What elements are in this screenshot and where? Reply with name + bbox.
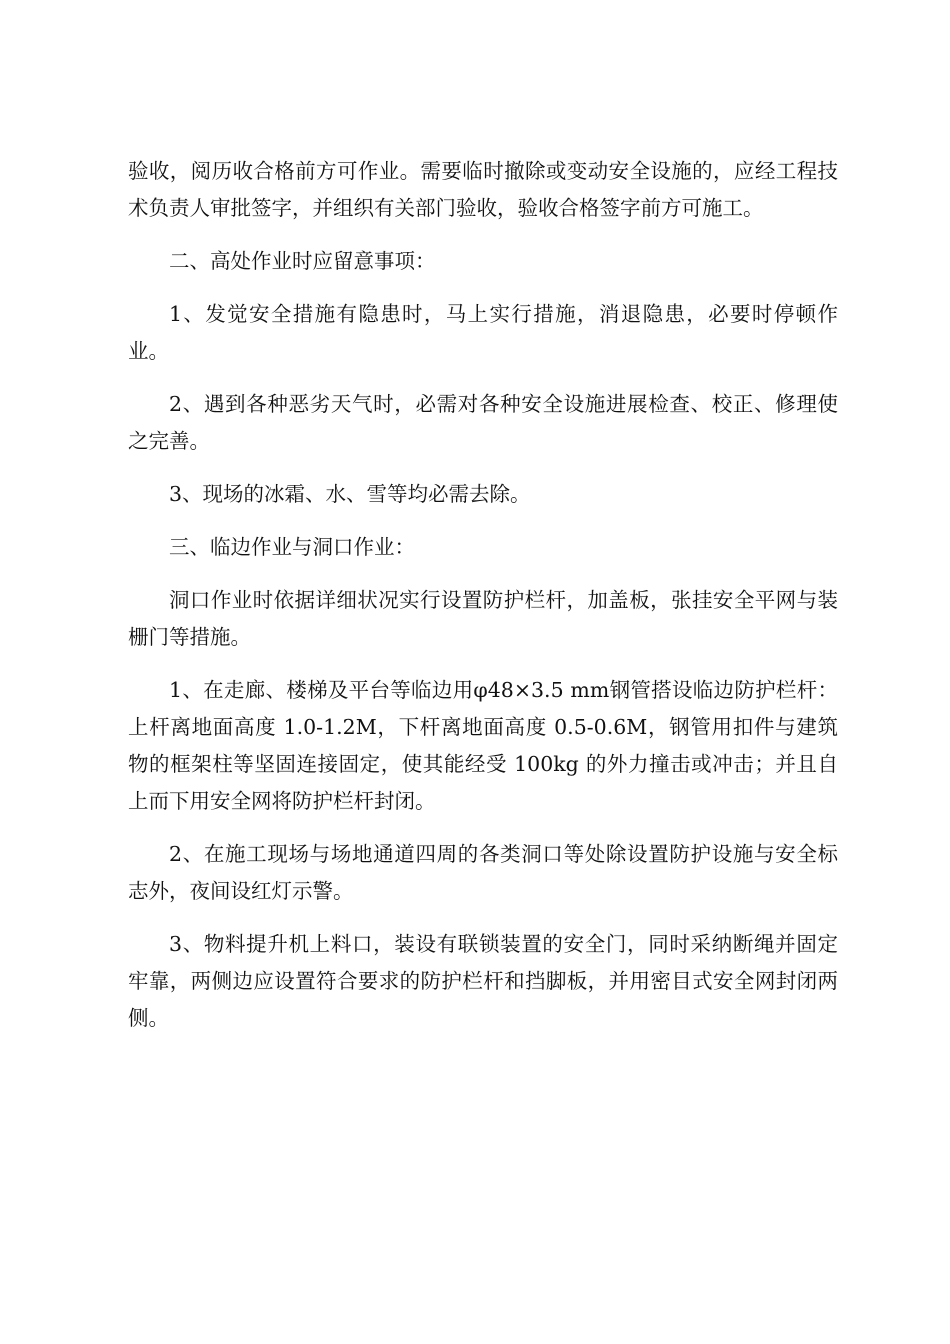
document-body [128, 153, 838, 1053]
list-item-3-3: 3、物料提升机上料口，装设有联锁装置的安全门，同时采纳断绳并固定牢靠，两侧边应设置符合要求的防护栏杆和挡脚板，并用密目式安全网封闭两侧。 [128, 932, 838, 1030]
list-item-3-2: 2、在施工现场与场地通道四周的各类洞口等处除设置防护设施与安全标志外，夜间设红灯示警。 [128, 842, 838, 903]
paragraph-opening-work: 洞口作业时依据详细状况实行设置防护栏杆，加盖板，张挂安全平网与装栅门等措施。 [128, 588, 838, 649]
paragraph-continuation: 验收，阅历收合格前方可作业。需要临时撤除或变动安全设施的，应经工程技术负责人审批签字，并组织有关部门验收，验收合格签字前方可施工。 [128, 159, 838, 220]
list-item-3-1: 1、在走廊、楼梯及平台等临边用φ48×3.5 mm钢管搭设临边防护栏杆：上杆离地面高度 1.0-1.2M，下杆离地面高度 0.5-0.6M，钢管用扣件与建筑物的框架柱等坚固连接固定，使其能经受 100kg 的外力撞击或冲击；并且自上而下用安全网将防护栏杆封闭。 [128, 678, 838, 813]
section-heading-2: 二、高处作业时应留意事项： [169, 249, 436, 273]
list-item-2-3: 3、现场的冰霜、水、雪等均必需去除。 [169, 482, 531, 506]
section-heading-3: 三、临边作业与洞口作业： [169, 535, 415, 559]
list-item-2-1: 1、发觉安全措施有隐患时，马上实行措施，消退隐患，必要时停顿作业。 [128, 302, 838, 363]
list-item-2-2: 2、遇到各种恶劣天气时，必需对各种安全设施进展检查、校正、修理使之完善。 [128, 392, 838, 453]
